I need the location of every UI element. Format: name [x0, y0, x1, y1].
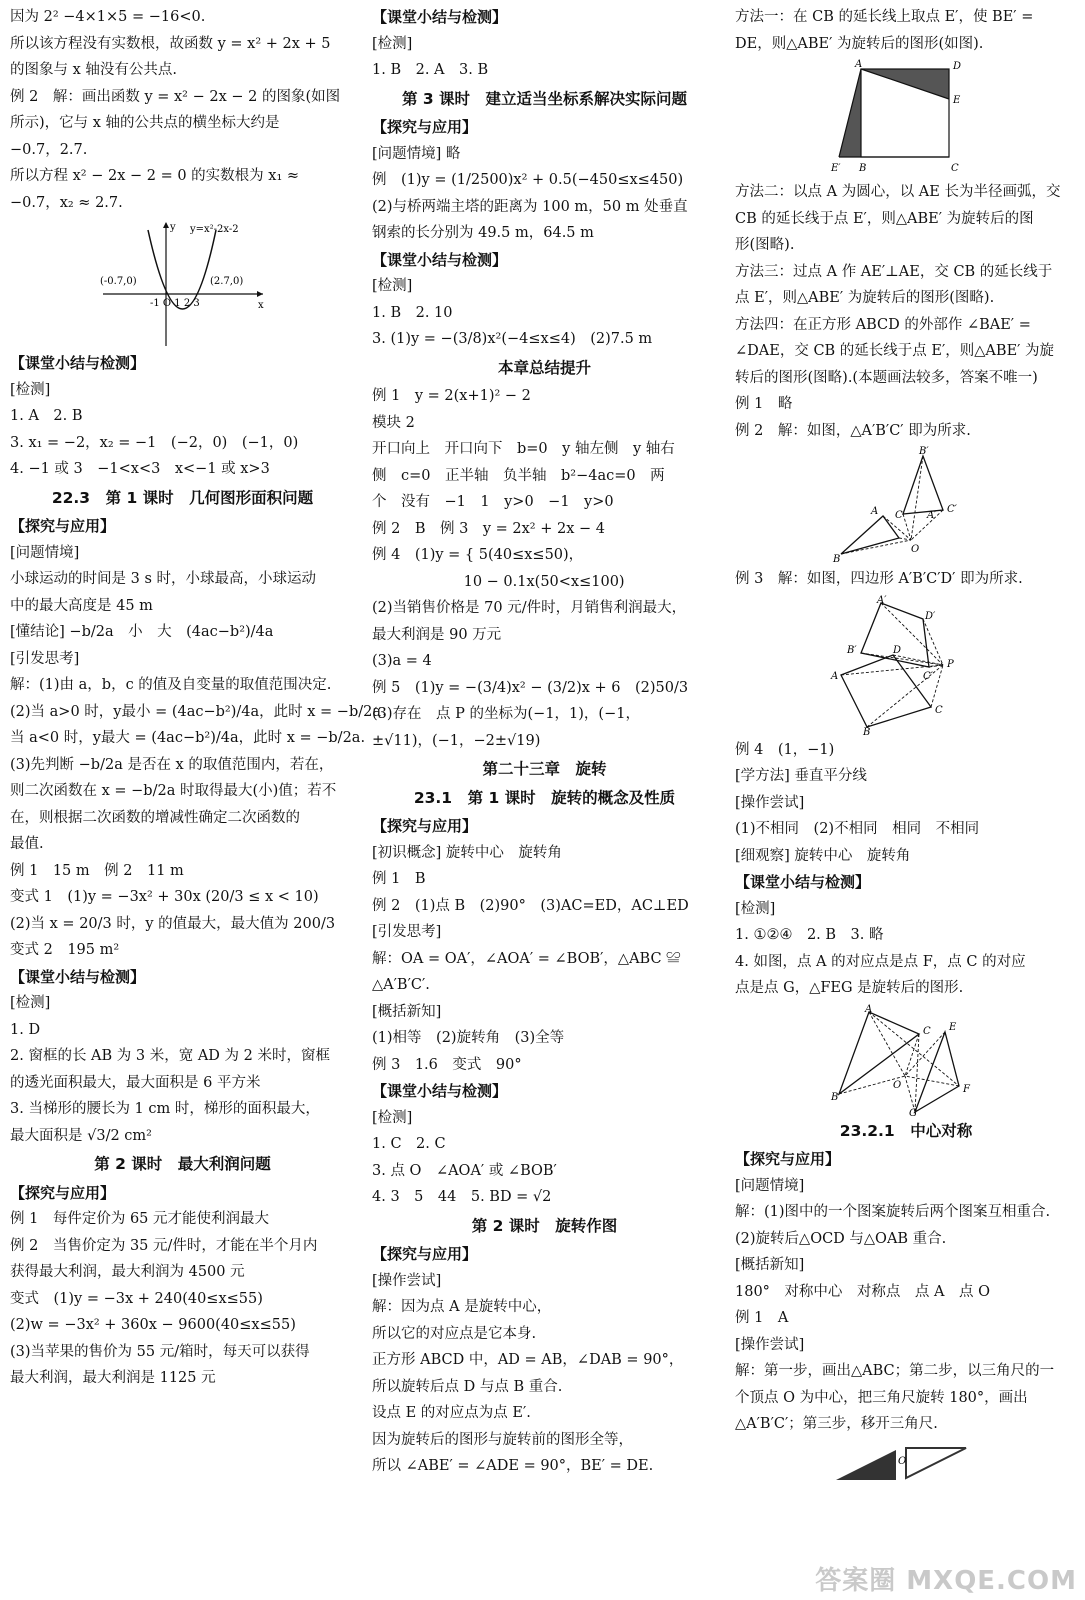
triangle-rotation-figure: [831, 446, 981, 564]
text-line: △A′B′C′.: [372, 977, 430, 993]
section-title-central-symmetry: 23.2.1 中心对称: [839, 1121, 973, 1140]
text-line: 例 1 每件定价为 65 元才能使利润最大: [10, 1211, 270, 1227]
svg-text:O: O: [911, 544, 920, 555]
text-line: [操作尝试]: [735, 1336, 805, 1353]
col3-block-e: [735, 1146, 1077, 1438]
text-line: [引发思考]: [372, 924, 442, 940]
col1-block-d: [10, 1180, 355, 1392]
col2-block-c: [372, 383, 717, 754]
svg-text:B: B: [859, 163, 867, 174]
col3-block-b: [735, 179, 1077, 444]
text-line: 例 2 B 例 3 y = 2x² + 2x − 4: [372, 520, 605, 537]
text-line: 10 − 0.1x(50<x≤100): [372, 573, 625, 590]
svg-text:A′: A′: [877, 594, 887, 606]
text-line: 例 3 解：如图，四边形 A′B′C′D′ 即为所求.: [735, 571, 1023, 587]
svg-text:B: B: [833, 554, 841, 565]
text-line: 例 2 解：如图，△A′B′C′ 即为所求.: [735, 422, 971, 439]
text-line: 则二次函数在 x = −b/2a 时取得最大(小)值；若不: [10, 783, 337, 799]
svg-text:C: C: [951, 163, 959, 174]
text-line: (3)先判断 −b/2a 是否在 x 的取值范围内，若在，: [10, 756, 334, 773]
text-line: △A′B′C′；第三步，移开三角尺.: [735, 1416, 938, 1432]
text-line: [引发思考]: [10, 650, 80, 667]
text-line: 例 2 当售价定为 35 元/件时，才能在半个月内: [10, 1237, 318, 1254]
text-line: 1. D: [10, 1021, 41, 1038]
section-title-rotation-drawing: 第 2 课时 旋转作图: [471, 1216, 618, 1235]
text-line: 1. C 2. C: [372, 1136, 446, 1152]
text-line: 例 2 解：画出函数 y = x² − 2x − 2 的图象(如图: [10, 88, 341, 105]
text-line: 解：(1)图中的一个图案旋转后两个图案互相重合.: [735, 1204, 1051, 1220]
text-line: 方法二：以点 A 为圆心，以 AE 长为半径画弧，交: [735, 184, 1061, 200]
text-line: 钢索的长分别为 49.5 m，64.5 m: [372, 225, 594, 241]
text-line: (3)当苹果的售价为 55 元/箱时，每天可以获得: [10, 1343, 310, 1360]
text-line: 最值.: [10, 836, 44, 852]
text-line: 所以它的对应点是它本身.: [372, 1325, 537, 1342]
text-line: 方法三：过点 A 作 AE′⊥AE，交 CB 的延长线于: [735, 263, 1053, 280]
svg-text:A: A: [855, 59, 863, 70]
text-line: (2)旋转后△OCD 与△OAB 重合.: [735, 1230, 947, 1247]
text-line: 所示)，它与 x 轴的公共点的横坐标大约是: [10, 115, 280, 131]
text-line: [检测]: [372, 35, 413, 52]
text-line: 【探究与应用】: [372, 1245, 478, 1263]
text-line: 3. 当梯形的腰长为 1 cm 时，梯形的面积最大，: [10, 1101, 320, 1117]
text-line: 例 2 (1)点 B (2)90° (3)AC=ED，AC⊥ED: [372, 897, 689, 914]
text-line: [检测]: [372, 1109, 413, 1126]
text-line: [问题情境] 略: [372, 145, 461, 162]
watermark: 答案圈 MXQE.COM: [815, 1565, 1077, 1596]
text-line: 例 (1)y = (1/2500)x² + 0.5(−450≤x≤450): [372, 172, 684, 188]
text-line: 【课堂小结与检测】: [372, 1082, 508, 1100]
col1-block-a: [10, 4, 355, 216]
text-line: −0.7，2.7.: [10, 141, 88, 158]
text-line: 最大面积是 √3/2 cm²: [10, 1127, 152, 1144]
text-line: 例 4 (1)y = { 5(40≤x≤50)，: [372, 547, 584, 563]
text-line: 最大利润，最大利润是 1125 元: [10, 1370, 216, 1386]
text-line: (1)相等 (2)旋转角 (3)全等: [372, 1030, 565, 1046]
chapter-title-rotation: 第二十三章 旋转: [482, 760, 607, 778]
text-line: 变式 1 (1)y = −3x² + 30x (20/3 ≤ x < 10): [10, 889, 319, 905]
text-line: 例 1 15 m 例 2 11 m: [10, 862, 184, 879]
text-line: 1. B 2. A 3. B: [372, 62, 489, 78]
text-line: [细观察] 旋转中心 旋转角: [735, 847, 911, 864]
text-line: 所以 ∠ABE′ = ∠ADE = 90°，BE′ = DE.: [372, 1458, 654, 1474]
section-title-summary: 本章总结提升: [497, 358, 591, 377]
text-line: (1)不相同 (2)不相同 相同 不相同: [735, 821, 980, 837]
col1-block-c: [10, 513, 396, 1149]
text-line: 因为 2² −4×1×5 = −16<0.: [10, 9, 206, 25]
svg-text:G: G: [909, 1107, 917, 1119]
svg-text:D: D: [953, 61, 962, 72]
text-line: 所以旋转后点 D 与点 B 重合.: [372, 1378, 563, 1395]
col3-block-a: [735, 4, 1077, 57]
text-line: 解：第一步，画出△ABC；第二步，以三角尺的一: [735, 1363, 1055, 1379]
text-line: 点 E′，则△ABE′ 为旋转后的图形(图略).: [735, 290, 995, 306]
text-line: 【探究与应用】: [372, 817, 478, 835]
svg-text:A: A: [865, 1003, 873, 1015]
tick-labels: -1 O 1 2 3: [149, 298, 200, 309]
text-line: 在，则根据二次函数的增减性确定二次函数的: [10, 809, 300, 826]
col2-block-e: [372, 1241, 717, 1480]
svg-text:C′: C′: [947, 504, 957, 515]
text-line: 【课堂小结与检测】: [372, 8, 508, 26]
text-line: 解：(1)由 a，b，c 的值及自变量的取值范围决定.: [10, 677, 332, 693]
svg-text:B′: B′: [847, 644, 857, 656]
text-line: (2)当 x = 20/3 时，y 的值最大，最大值为 200/3: [10, 915, 336, 932]
svg-text:D: D: [893, 644, 902, 656]
text-line: 形(图略).: [735, 237, 795, 253]
svg-text:B: B: [831, 1091, 839, 1103]
parabola-graph: [98, 218, 268, 348]
text-line: 180° 对称中心 对称点 点 A 点 O: [735, 1283, 991, 1300]
svg-text:E′: E′: [831, 163, 841, 174]
text-line: DE，则△ABE′ 为旋转后的图形(如图).: [735, 35, 984, 52]
text-line: 【课堂小结与检测】: [10, 354, 146, 372]
text-line: [检测]: [735, 900, 776, 917]
text-line: 中的最大高度是 45 m: [10, 597, 153, 614]
text-line: 所以该方程没有实数根，故函数 y = x² + 2x + 5: [10, 35, 331, 52]
col2-block-b: [372, 114, 717, 353]
text-line: [操作尝试]: [372, 1272, 442, 1289]
text-line: ±√11)，(−1，−2±√19): [372, 732, 541, 749]
text-line: 例 1 y = 2(x+1)² − 2: [372, 388, 531, 404]
text-line: 设点 E 的对应点为点 E′.: [372, 1405, 531, 1421]
triangle-correspondence-figure: [831, 1003, 981, 1119]
svg-text:C: C: [935, 704, 943, 716]
svg-text:O: O: [893, 1079, 902, 1091]
text-line: 例 1 B: [372, 871, 426, 887]
col1-block-b: [10, 350, 355, 483]
text-line: 转后的图形(图略).(本题画法较多，答案不唯一): [735, 369, 1038, 386]
text-line: [概括新知]: [372, 1003, 442, 1020]
text-line: [操作尝试]: [735, 794, 805, 811]
text-line: (3)存在 点 P 的坐标为(−1，1)，(−1，: [372, 706, 640, 722]
text-line: CB 的延长线于点 E′，则△ABE′ 为旋转后的图: [735, 210, 1034, 227]
svg-text:B: B: [863, 726, 871, 738]
svg-text:O: O: [898, 1455, 907, 1467]
text-line: 【探究与应用】: [735, 1150, 841, 1168]
text-line: 3. 点 O ∠AOA′ 或 ∠BOB′: [372, 1162, 557, 1179]
triangle-ruler-figure: [826, 1440, 986, 1488]
text-line: [检测]: [10, 995, 51, 1011]
square-rotation-figure: [831, 59, 981, 177]
text-line: 小球运动的时间是 3 s 时，小球最高，小球运动: [10, 571, 316, 587]
text-line: 1. B 2. 10: [372, 304, 453, 321]
svg-text:B′: B′: [919, 446, 929, 457]
text-line: 点是点 G，△FEG 是旋转后的图形.: [735, 980, 964, 996]
text-line: 方法四：在正方形 ABCD 的外部作 ∠BAE′ =: [735, 316, 1031, 333]
text-line: 最大利润是 90 万元: [372, 626, 502, 643]
text-line: 【课堂小结与检测】: [10, 967, 146, 986]
text-line: 开口向上 开口向下 b=0 y 轴左侧 y 轴右: [372, 441, 675, 457]
text-line: 例 4 (1，−1): [735, 741, 835, 758]
text-line: (2)与桥两端主塔的距离为 100 m，50 m 处垂直: [372, 198, 688, 215]
text-line: 【课堂小结与检测】: [735, 873, 871, 891]
svg-text:D′: D′: [925, 610, 936, 622]
text-line: 4. 如图，点 A 的对应点是点 F，点 C 的对应: [735, 953, 1026, 970]
text-line: 的透光面积最大，最大面积是 6 平方米: [10, 1074, 261, 1091]
section-title-22-3: 22.3 第 1 课时 几何图形面积问题: [51, 488, 314, 507]
text-line: 侧 c=0 正半轴 负半轴 b²−4ac=0 两: [372, 467, 665, 484]
svg-text:F: F: [963, 1083, 970, 1095]
text-line: −0.7，x₂ ≈ 2.7.: [10, 194, 123, 211]
text-line: 1. A 2. B: [10, 408, 83, 424]
text-line: 正方形 ABCD 中，AD = AB，∠DAB = 90°，: [372, 1352, 684, 1368]
text-line: [初识概念] 旋转中心 旋转角: [372, 844, 562, 861]
col2-block-a: [372, 4, 717, 84]
svg-text:C′: C′: [923, 670, 933, 682]
svg-text:A′: A′: [927, 510, 937, 521]
svg-text:E: E: [949, 1021, 957, 1033]
text-line: 4. −1 或 3 −1<x<3 x<−1 或 x>3: [10, 461, 270, 477]
text-line: 例 3 1.6 变式 90°: [372, 1056, 522, 1073]
col2-block-d: [372, 813, 717, 1211]
col3-block-d: [735, 737, 1077, 1002]
text-line: (2)w = −3x² + 360x − 9600(40≤x≤55): [10, 1317, 296, 1333]
text-line: 例 1 A: [735, 1310, 789, 1326]
function-label: y=x²-2x-2: [189, 224, 239, 235]
column-2: [372, 4, 717, 1480]
text-line: 例 5 (1)y = −(3/4)x² − (3/2)x + 6 (2)50/3: [372, 679, 689, 696]
svg-text:C: C: [895, 510, 903, 521]
svg-text:E: E: [953, 95, 961, 106]
left-root-label: (-0.7,0): [99, 276, 137, 287]
svg-text:A: A: [831, 670, 839, 682]
right-root-label: (2.7,0): [209, 276, 243, 287]
text-line: (2)当销售价格是 70 元/件时，月销售利润最大，: [372, 600, 687, 616]
text-line: 因为旋转后的图形与旋转前的图形全等，: [372, 1431, 633, 1448]
text-line: 3. x₁ = −2，x₂ = −1 (−2，0) (−1，0): [10, 434, 299, 451]
column-3: [735, 4, 1077, 1490]
svg-text:A: A: [871, 506, 879, 517]
text-line: 个 没有 −1 1 y>0 −1 y>0: [372, 494, 614, 510]
text-line: (2)当 a>0 时，y最小 = (4ac−b²)/4a，此时 x = −b/2a；: [10, 703, 396, 720]
text-line: 所以方程 x² − 2x − 2 = 0 的实数根为 x₁ ≈: [10, 168, 300, 184]
text-line: 3. (1)y = −(3/8)x²(−4≤x≤4) (2)7.5 m: [372, 331, 653, 347]
text-line: 1. ①②④ 2. B 3. 略: [735, 927, 884, 943]
quadrilateral-rotation-figure: [831, 594, 981, 738]
svg-text:C: C: [923, 1025, 931, 1037]
text-line: 模块 2: [372, 414, 415, 431]
text-line: [概括新知]: [735, 1257, 805, 1273]
text-line: 当 a<0 时，y最大 = (4ac−b²)/4a，此时 x = −b/2a.: [10, 730, 366, 746]
text-line: [学方法] 垂直平分线: [735, 768, 867, 784]
text-line: 变式 (1)y = −3x + 240(40≤x≤55): [10, 1290, 263, 1307]
text-line: [问题情境]: [10, 544, 80, 561]
text-line: 例 1 略: [735, 396, 793, 412]
section-title-profit: 第 2 课时 最大利润问题: [94, 1155, 271, 1173]
text-line: 【探究与应用】: [372, 118, 478, 136]
text-line: 4. 3 5 44 5. BD = √2: [372, 1189, 552, 1205]
section-title-coordinate: 第 3 课时 建立适当坐标系解决实际问题: [401, 89, 688, 108]
text-line: 个顶点 O 为中心，把三角尺旋转 180°，画出: [735, 1389, 1028, 1406]
text-line: [检测]: [10, 381, 51, 398]
col3-block-c: [735, 566, 1077, 593]
text-line: 【课堂小结与检测】: [372, 250, 508, 269]
text-line: [检测]: [372, 278, 413, 294]
text-line: 变式 2 195 m²: [10, 942, 120, 958]
svg-text:P: P: [947, 658, 954, 670]
text-line: 方法一：在 CB 的延长线上取点 E′，使 BE′ =: [735, 9, 1034, 25]
text-line: 解：OA = OA′，∠AOA′ = ∠BOB′，△ABC ≌: [372, 950, 681, 967]
section-title-23-1: 23.1 第 1 课时 旋转的概念及性质: [413, 788, 676, 807]
text-line: 2. 窗框的长 AB 为 3 米，宽 AD 为 2 米时，窗框: [10, 1048, 330, 1064]
text-line: [问题情境]: [735, 1177, 805, 1194]
x-axis-label: x: [257, 300, 264, 311]
text-line: [懂结论] −b/2a 小 大 (4ac−b²)/4a: [10, 624, 274, 640]
text-line: 【探究与应用】: [10, 517, 116, 535]
y-axis-label: y: [169, 222, 176, 233]
text-line: 获得最大利润，最大利润为 4500 元: [10, 1264, 245, 1280]
text-line: 解：因为点 A 是旋转中心，: [372, 1299, 552, 1315]
text-line: 的图象与 x 轴没有公共点.: [10, 62, 178, 78]
text-line: ∠DAE，交 CB 的延长线于点 E′，则△ABE′ 为旋: [735, 343, 1055, 359]
text-line: 【探究与应用】: [10, 1183, 116, 1202]
text-line: (3)a = 4: [372, 653, 432, 669]
